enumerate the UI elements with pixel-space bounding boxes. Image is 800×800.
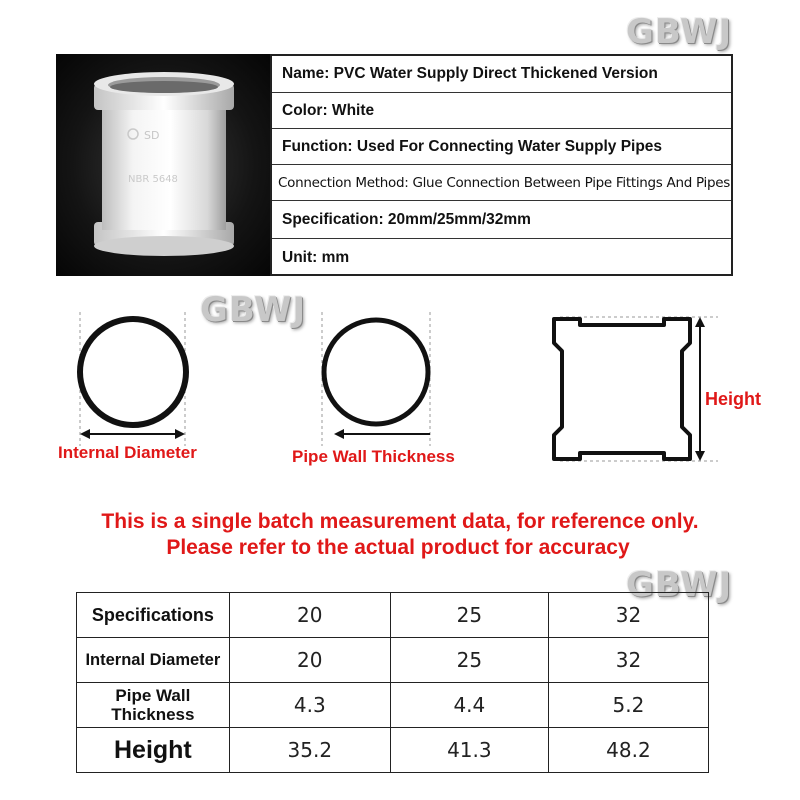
table-row — [77, 638, 709, 683]
notice-line-2: Please refer to the actual product for accuracy — [166, 536, 630, 559]
info-connection: Connection Method: Glue Connection Between Pipe Fittings And Pipes — [272, 165, 731, 201]
row-label-height: Height — [77, 728, 230, 773]
table-cell: 48.2 — [548, 728, 708, 773]
product-info-table — [270, 54, 733, 276]
table-row — [77, 683, 709, 728]
product-photo — [56, 54, 272, 276]
row-label-pipe-wall-thickness — [77, 683, 230, 728]
info-color: Color: White — [272, 93, 731, 129]
internal-diameter-label: Internal Diameter — [58, 443, 197, 462]
info-name: Name: PVC Water Supply Direct Thickened Version — [272, 56, 731, 93]
row-label-specifications: Specifications — [77, 593, 230, 638]
table-cell: 5.2 — [548, 683, 708, 728]
photo-brand-mark: SD — [144, 129, 160, 142]
watermark-top: GBWJ — [626, 12, 733, 52]
row-label-line-2: Thickness — [111, 705, 195, 724]
internal-diameter-diagram — [60, 300, 210, 450]
pipe-wall-diagram — [300, 300, 460, 450]
table-row — [77, 593, 709, 638]
watermark-middle: GBWJ — [200, 290, 307, 330]
pipe-wall-thickness-label: Pipe Wall Thickness — [292, 447, 455, 466]
info-unit: Unit: mm — [282, 248, 350, 266]
photo-code-mark: NBR 5648 — [128, 174, 178, 185]
table-cell: 35.2 — [229, 728, 390, 773]
table-row — [77, 728, 709, 773]
height-diagram — [540, 305, 725, 470]
table-cell: 4.3 — [229, 683, 390, 728]
info-function: Function: Used For Connecting Water Supply Pipes — [272, 129, 731, 165]
table-cell: 25 — [390, 593, 548, 638]
table-cell: 4.4 — [390, 683, 548, 728]
info-specification: Specification: 20mm/25mm/32mm — [272, 201, 731, 239]
table-cell: 20 — [229, 593, 390, 638]
notice-line-1: This is a single batch measurement data, for reference only. — [101, 510, 699, 533]
pvc-coupling-image — [56, 54, 272, 276]
table-cell: 20 — [229, 638, 390, 683]
table-cell: 25 — [390, 638, 548, 683]
row-label-internal-diameter: Internal Diameter — [77, 638, 230, 683]
table-cell: 41.3 — [390, 728, 548, 773]
table-cell: 32 — [548, 593, 708, 638]
table-cell: 32 — [548, 638, 708, 683]
height-label: Height — [705, 389, 761, 409]
watermark-bottom: GBWJ — [626, 565, 733, 605]
row-label-line-1: Pipe Wall — [115, 686, 191, 705]
specs-table — [76, 592, 709, 773]
